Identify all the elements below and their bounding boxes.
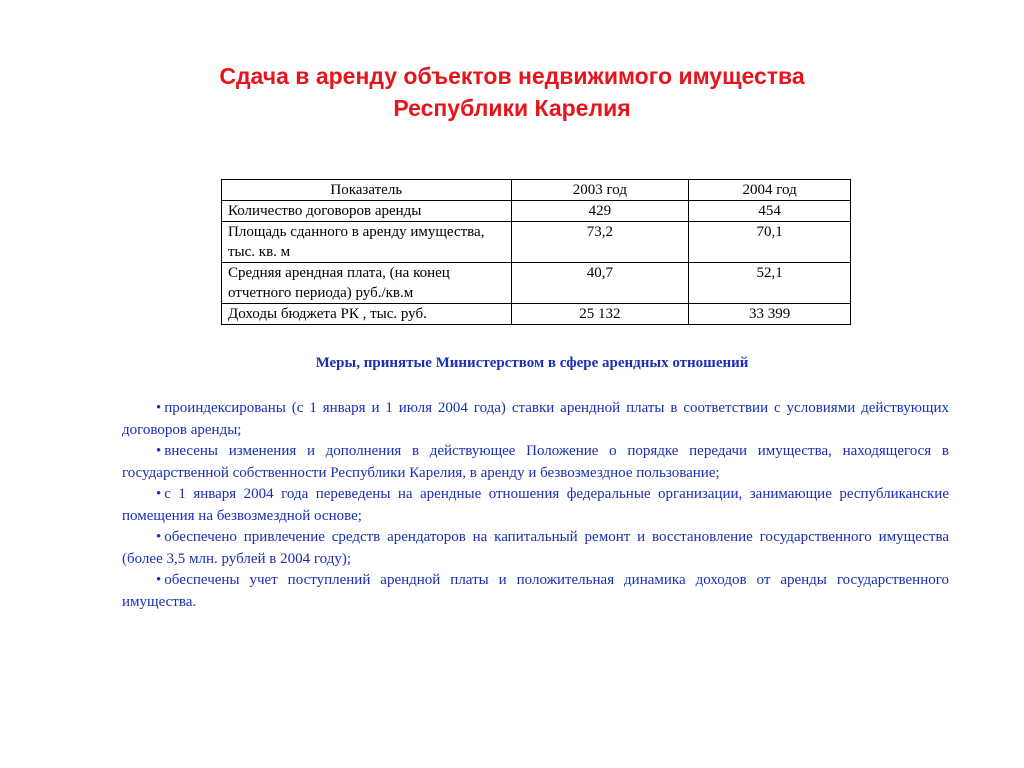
measures-heading: Меры, принятые Министерством в сфере арендных отношений	[315, 355, 749, 371]
bullet-icon: •	[156, 400, 162, 416]
list-item	[122, 441, 949, 484]
table-row	[222, 304, 851, 325]
value-2003: 73,2	[511, 222, 689, 263]
list-item	[122, 398, 949, 441]
list-item	[122, 527, 949, 570]
row-label: Площадь сданного в аренду имущества, тыс. кв. м	[222, 222, 512, 263]
row-label: Средняя арендная плата, (на конец отчетного периода) руб./кв.м	[222, 263, 512, 304]
row-label: Количество договоров аренды	[222, 201, 512, 222]
value-2003: 429	[511, 201, 689, 222]
slide-title-line-2: Республики Карелия	[393, 95, 631, 121]
value-2004: 33 399	[689, 304, 851, 325]
list-item-text: обеспечено привлечение средств арендаторов на капитальный ремонт и восстановление государственного имущества (более 3,5 млн. рублей в 2004 году);	[122, 529, 949, 567]
slide-title-line-1: Сдача в аренду объектов недвижимого имущества	[219, 63, 805, 89]
header-indicator: Показатель	[222, 180, 512, 201]
list-item	[122, 484, 949, 527]
list-item-text: проиндексированы (с 1 января и 1 июля 2004 года) ставки арендной платы в соответствии с условиями действующих договоров аренды;	[122, 400, 949, 438]
bullet-icon: •	[156, 443, 162, 459]
list-item-text: с 1 января 2004 года переведены на арендные отношения федеральные организации, занимающие республиканские помещения на безвозмездной основе;	[122, 486, 949, 524]
bullet-icon: •	[156, 572, 162, 588]
value-2003: 25 132	[511, 304, 689, 325]
table-row	[222, 201, 851, 222]
value-2004: 52,1	[689, 263, 851, 304]
list-item	[122, 570, 949, 613]
table-row	[222, 222, 851, 263]
bullet-icon: •	[156, 529, 162, 545]
value-2003: 40,7	[511, 263, 689, 304]
list-item-text: внесены изменения и дополнения в действующее Положение о порядке передачи имущества, находящегося в государственной собственности Республики Карелия, в аренду и безвозмездное пользование;	[122, 443, 949, 481]
value-2004: 70,1	[689, 222, 851, 263]
header-year-2004: 2004 год	[689, 180, 851, 201]
table-row	[222, 263, 851, 304]
measures-list	[122, 398, 949, 613]
table-header-row	[222, 180, 851, 201]
rental-statistics-table	[221, 179, 851, 325]
header-year-2003: 2003 год	[511, 180, 689, 201]
list-item-text: обеспечены учет поступлений арендной платы и положительная динамика доходов от аренды государственного имущества.	[122, 572, 949, 610]
value-2004: 454	[689, 201, 851, 222]
row-label: Доходы бюджета РК , тыс. руб.	[222, 304, 512, 325]
slide-title	[0, 60, 1024, 124]
bullet-icon: •	[156, 486, 162, 502]
